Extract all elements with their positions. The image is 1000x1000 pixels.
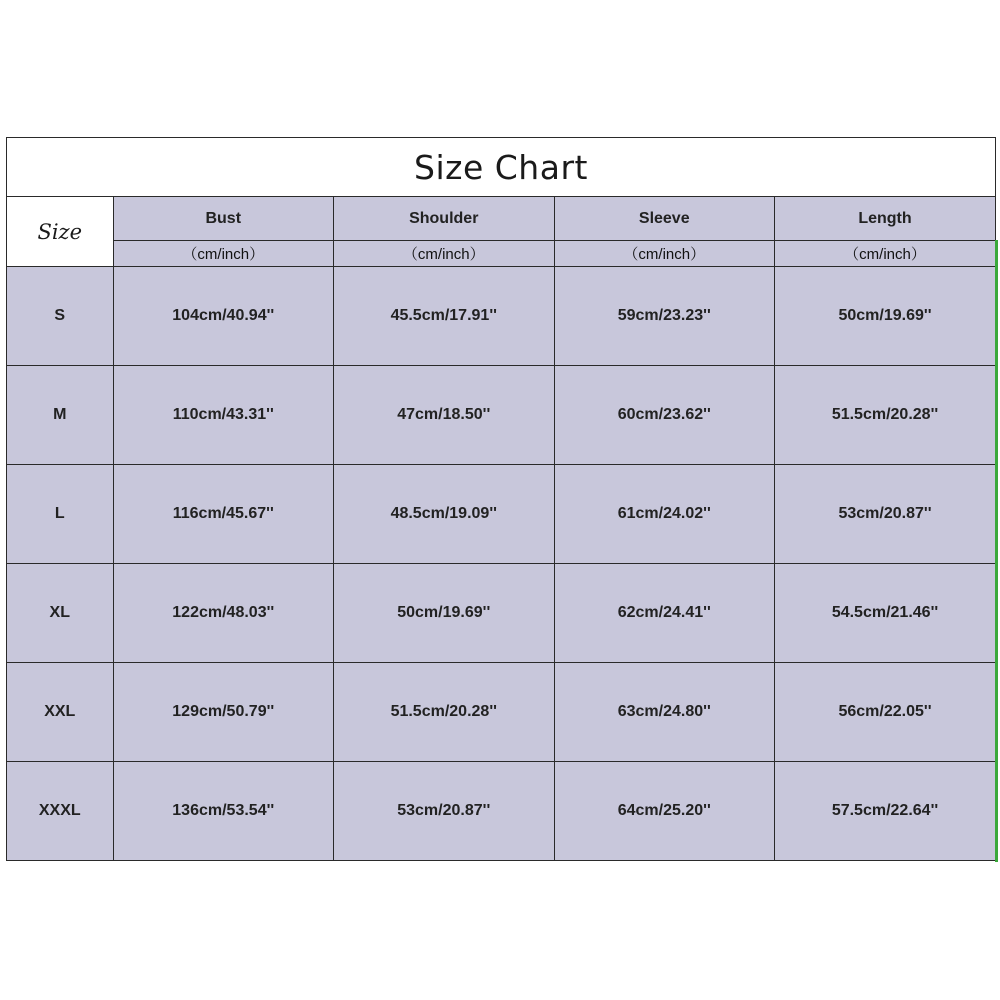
- unit-label: （cm/inch）: [554, 241, 775, 267]
- sleeve-value: 60cm/23.62'': [554, 366, 775, 465]
- length-value: 53cm/20.87'': [775, 465, 996, 564]
- bust-value: 116cm/45.67'': [113, 465, 334, 564]
- table-row: [7, 267, 995, 366]
- length-value: 54.5cm/21.46'': [775, 564, 996, 663]
- sleeve-value: 64cm/25.20'': [554, 762, 775, 861]
- table-row: [7, 663, 995, 762]
- bust-value: 122cm/48.03'': [113, 564, 334, 663]
- shoulder-value: 47cm/18.50'': [334, 366, 555, 465]
- shoulder-value: 50cm/19.69'': [334, 564, 555, 663]
- column-header-length: Length: [775, 197, 996, 241]
- size-table: [7, 197, 995, 860]
- table-row: [7, 465, 995, 564]
- unit-row: [7, 241, 995, 267]
- unit-label: （cm/inch）: [775, 241, 996, 267]
- size-column-header: Size: [7, 197, 113, 267]
- length-value: 51.5cm/20.28'': [775, 366, 996, 465]
- sleeve-value: 61cm/24.02'': [554, 465, 775, 564]
- size-label: XXL: [7, 663, 113, 762]
- length-value: 56cm/22.05'': [775, 663, 996, 762]
- table-row: [7, 366, 995, 465]
- unit-label: （cm/inch）: [334, 241, 555, 267]
- bust-value: 129cm/50.79'': [113, 663, 334, 762]
- length-value: 50cm/19.69'': [775, 267, 996, 366]
- table-row: [7, 762, 995, 861]
- sleeve-value: 63cm/24.80'': [554, 663, 775, 762]
- sleeve-value: 62cm/24.41'': [554, 564, 775, 663]
- chart-title: Size Chart: [7, 138, 995, 197]
- column-header-shoulder: Shoulder: [334, 197, 555, 241]
- size-label: XXXL: [7, 762, 113, 861]
- unit-label: （cm/inch）: [113, 241, 334, 267]
- size-label: M: [7, 366, 113, 465]
- table-row: [7, 564, 995, 663]
- length-value: 57.5cm/22.64'': [775, 762, 996, 861]
- sleeve-value: 59cm/23.23'': [554, 267, 775, 366]
- bust-value: 136cm/53.54'': [113, 762, 334, 861]
- size-chart: [6, 137, 996, 861]
- size-label: XL: [7, 564, 113, 663]
- size-label: L: [7, 465, 113, 564]
- column-header-bust: Bust: [113, 197, 334, 241]
- shoulder-value: 53cm/20.87'': [334, 762, 555, 861]
- size-label: S: [7, 267, 113, 366]
- bust-value: 110cm/43.31'': [113, 366, 334, 465]
- header-row: [7, 197, 995, 241]
- column-header-sleeve: Sleeve: [554, 197, 775, 241]
- green-edge-line: [995, 240, 998, 862]
- shoulder-value: 51.5cm/20.28'': [334, 663, 555, 762]
- shoulder-value: 48.5cm/19.09'': [334, 465, 555, 564]
- shoulder-value: 45.5cm/17.91'': [334, 267, 555, 366]
- bust-value: 104cm/40.94'': [113, 267, 334, 366]
